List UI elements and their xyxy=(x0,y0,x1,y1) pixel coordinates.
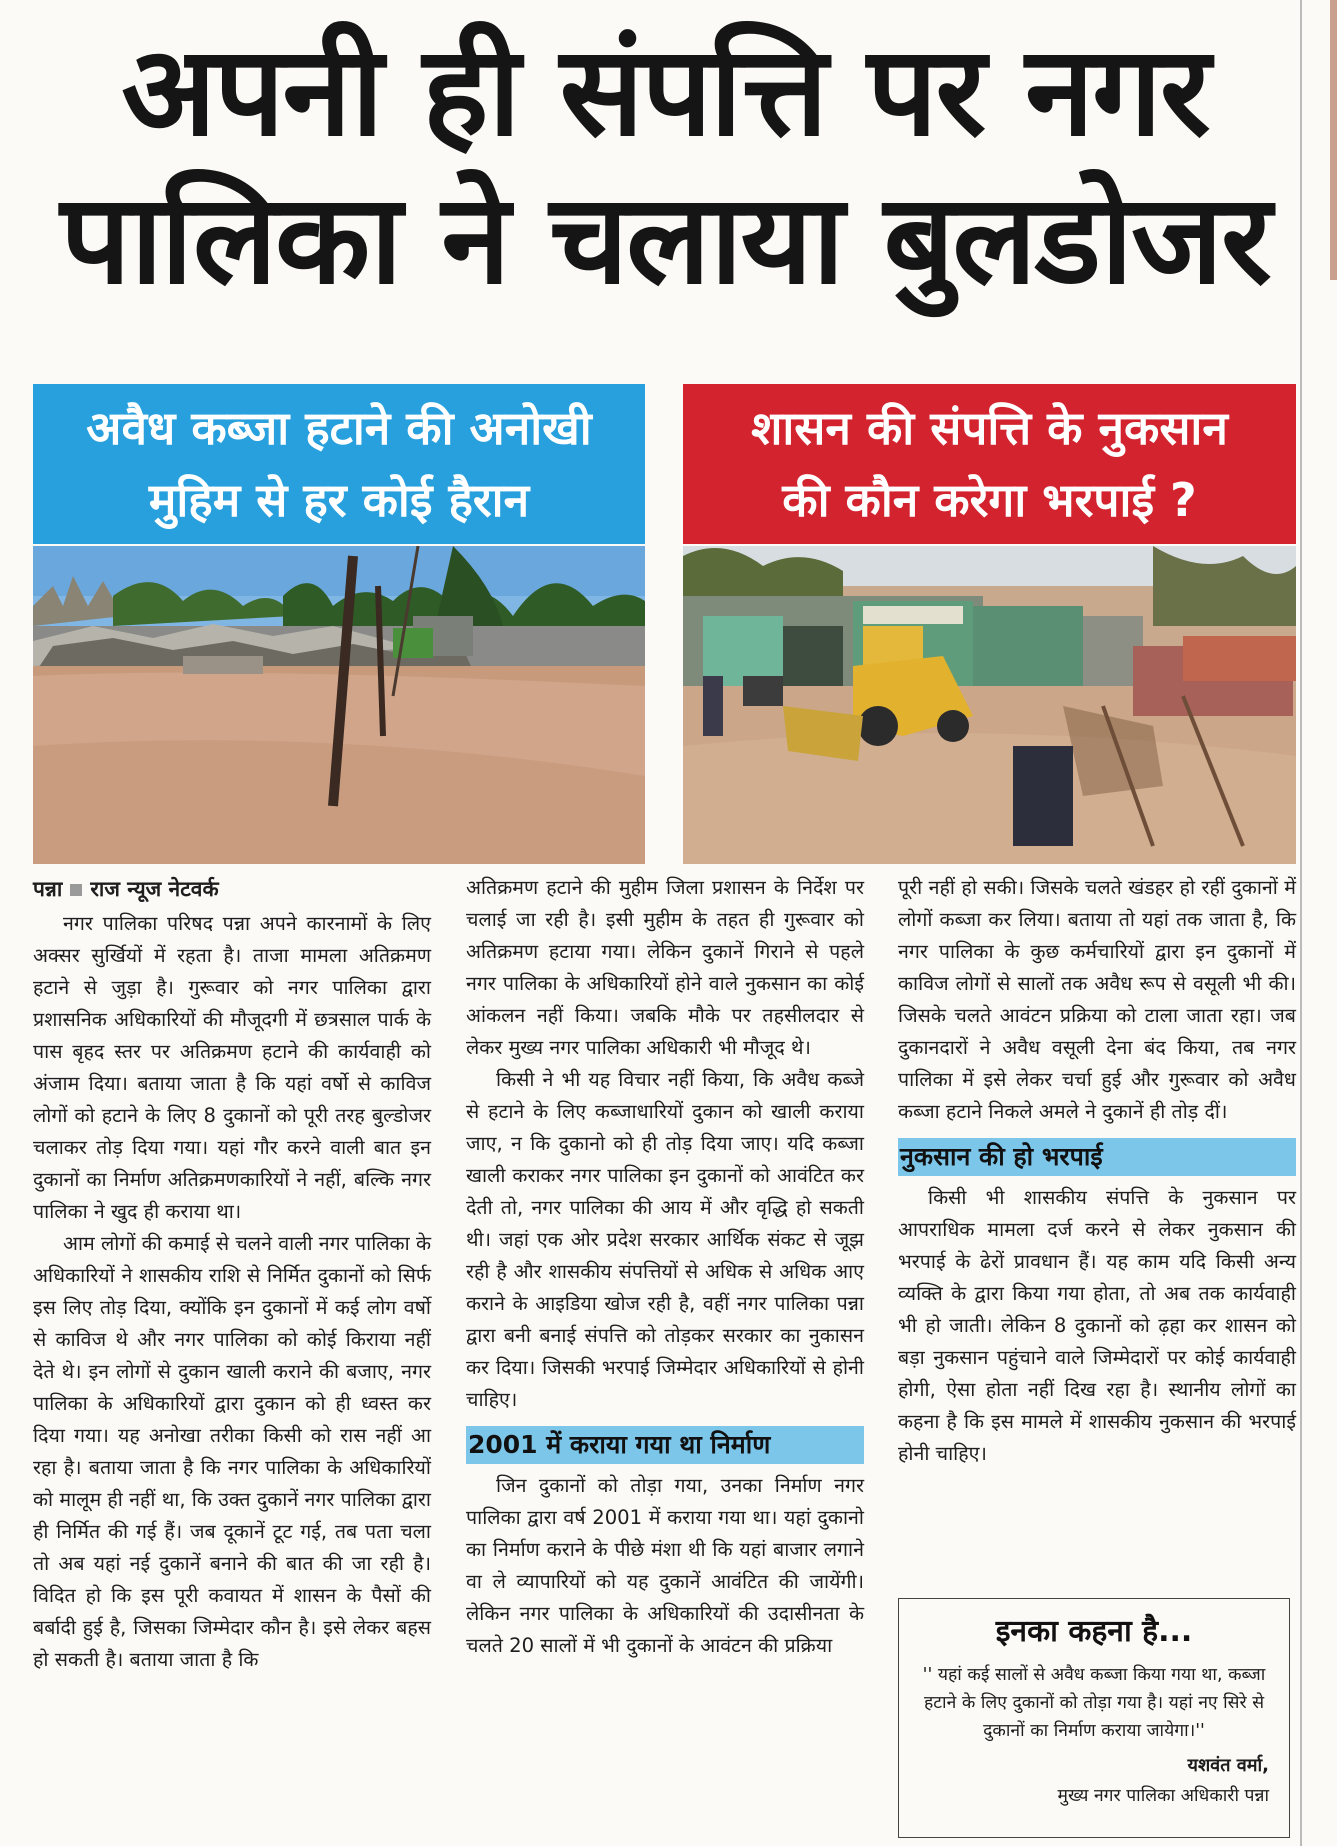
article-column-1 xyxy=(33,872,431,1676)
paragraph: नगर पालिका परिषद पन्ना अपने कारनामों के लिए अक्सर सुर्खियों में रहता है। ताजा मामला अतिक्रमण हटाने से जुड़ा है। गुरूवार को नगर पालिका द्वारा प्रशासनिक अधिकारियों की मौजूदगी में छत्रसाल पार्क के पास बृहद स्तर पर अतिक्रमण हटाने की कार्यवाही को अंजाम दिया। बताया जाता है कि यहां वर्षो से काविज लोगों को हटाने के लिए 8 दुकानों को पूरी तरह बुल्डोजर चलाकर तोड़ दिया गया। यहां गौर करने वाली बात इन दुकानों का निर्माण अतिक्रमणकारियों ने नहीं, बल्कि नगर पालिका ने खुद ही कराया था। xyxy=(33,912,431,1223)
quote-text: '' यहां कई सालों से अवैध कब्जा किया गया था, कब्जा हटाने के लिए दुकानों को तोड़ा गया है। यहां नए सिरे से दुकानों का निर्माण कराया जायेगा।'' xyxy=(922,1665,1266,1741)
article-column-3 xyxy=(898,872,1296,1470)
quote-author-name: यशवंत वर्मा, xyxy=(1187,1755,1269,1776)
paragraph: अतिक्रमण हटाने की मुहीम जिला प्रशासन के निर्देश पर चलाई जा रही है। इसी मुहीम के तहत ही गुरूवार को अतिक्रमण हटाया गया। लेकिन दुकानें गिराने से पहले नगर पालिका के अधिकारियों होने वाले नुकसान का कोई आंकलन नहीं किया। जबकि मौके पर तहसीलदार से लेकर मुख्य नगर पालिका अधिकारी भी मौजूद थे। xyxy=(466,876,864,1059)
subhead-left-line-2: मुहिम से हर कोई हैरान xyxy=(148,473,530,527)
article-column-2 xyxy=(466,872,864,1662)
quote-author-role: मुख्य नगर पालिका अधिकारी पन्ना xyxy=(1057,1786,1269,1806)
subhead-left-line-1: अवैध कब्जा हटाने की अनोखी xyxy=(86,401,592,455)
subhead-left xyxy=(33,384,645,544)
subhead-right-line-2: की कौन करेगा भरपाई ? xyxy=(782,473,1197,527)
quote-box xyxy=(898,1598,1290,1838)
headline-line-1: अपनी ही संपत्ति पर नगर xyxy=(121,20,1209,164)
paragraph: पूरी नहीं हो सकी। जिसके चलते खंडहर हो रहीं दुकानों में लोगों कब्जा कर लिया। बताया तो यहां तक जाता है, कि नगर पालिका के कुछ कर्मचारियों द्वारा इन दुकानों में काविज लोगों से सालों तक अवैध रूप से वसूली भी की। जिसके चलते आवंटन प्रक्रिया को टाला जाता रहा। जब दुकानदारों ने अवैध वसूली देना बंद किया, तब नगर पालिका में इसे लेकर चर्चा हुई और गुरूवार को अवैध कब्जा हटाने निकले अमले ने दुकानें ही तोड़ दीं। xyxy=(898,876,1296,1123)
subhead-right xyxy=(683,384,1296,544)
adjacent-page-photo xyxy=(1330,0,1337,280)
headline xyxy=(30,18,1300,314)
dateline xyxy=(33,872,431,906)
dateline-source: राज न्यूज नेटवर्क xyxy=(90,877,219,901)
quote-title: इनका कहना है... xyxy=(995,1614,1193,1649)
paragraph: किसी भी शासकीय संपत्ति के नुकसान पर आपराधिक मामला दर्ज करने से लेकर नुकसान की भरपाई के ढेरों प्रावधान हैं। यह काम यदि किसी अन्य व्यक्ति के द्वारा किया गया होता, तो अब तक कार्यवाही भी हो जाती। लेकिन 8 दुकानों को ढ़हा कर शासन को बड़ा नुकसान पहुंचाने वाले जिम्मेदारों पर कोई कार्यवाही होगी, ऐसा होता नहीं दिख रहा है। स्थानीय लोगों का कहना है कि इस मामले में शासकीय नुकसान की भरपाई होनी चाहिए। xyxy=(898,1186,1296,1465)
headline-line-2: पालिका ने चलाया बुलडोजर xyxy=(60,168,1270,312)
subhead-right-line-1: शासन की संपत्ति के नुकसान xyxy=(751,401,1228,455)
separator-square-icon xyxy=(70,884,82,896)
section-heading-2001: 2001 में कराया गया था निर्माण xyxy=(466,1426,864,1464)
dateline-place: पन्ना xyxy=(33,877,63,901)
bulldozer-at-shops-photo xyxy=(683,546,1296,864)
section-heading-compensation: नुकसान की हो भरपाई xyxy=(898,1138,1296,1176)
paragraph: जिन दुकानों को तोड़ा गया, उनका निर्माण नगर पालिका द्वारा वर्ष 2001 में कराया गया था। यहां दुकानो का निर्माण कराने के पीछे मंशा थी कि यहां बाजार लगाने वा ले व्यापारियों को यह दुकानें आवंटित की जायेंगी। लेकिन नगर पालिका के अधिकारियों की उदासीनता के चलते 20 सालों में भी दुकानों के आवंटन की प्रक्रिया xyxy=(466,1474,864,1657)
paragraph: आम लोगों की कमाई से चलने वाली नगर पालिका के अधिकारियों ने शासकीय राशि से निर्मित दुकानों को सिर्फ इस लिए तोड़ दिया, क्योंकि इन दुकानों में कई लोग वर्षो से काविज थे और नगर पालिका को कोई किराया नहीं देते थे। इन लोगों से दुकान खाली कराने की बजाए, नगर पालिका के अधिकारियों द्वारा दुकान को ही ध्वस्त कर दिया गया। यह अनोखा तरीका किसी को रास नहीं आ रहा है। बताया जाता है कि नगर पालिका के अधिकारियों को मालूम ही नहीं था, कि उक्त दुकानें नगर पालिका द्वारा ही निर्मित की गई हैं। जब दूकानें टूट गई, तब पता चला तो अब यहां नई दुकानें बनाने की बात की जा रही है। विदित हो कि इस पूरी कवायत में शासन के पैसों की बर्बादी हुई है, जिसका जिम्मेदार कौन है। इसे लेकर बहस हो सकती है। बताया जाता है कि xyxy=(33,1232,431,1671)
demolished-shops-photo xyxy=(33,546,645,864)
paragraph: किसी ने भी यह विचार नहीं किया, कि अवैध कब्जे से हटाने के लिए कब्जाधारियों दुकान को खाली कराया जाए, न कि दुकानो को ही तोड़ दिया जाए। यदि कब्जा खाली कराकर नगर पालिका इन दुकानों को आवंटित कर देती तो, नगर पालिका की आय में और वृद्धि हो सकती थी। जहां एक ओर प्रदेश सरकार आर्थिक संकट से जूझ रही है और शासकीय संपत्तियों से अधिक से अधिक आए कराने के आइडिया खोज रही है, वहीं नगर पालिका पन्ना द्वारा बनी बनाई संपत्ति को तोड़कर सरकार का नुकासन कर दिया। जिसकी भरपाई जिम्मेदार अधिकारियों से होनी चाहिए। xyxy=(466,1068,864,1411)
